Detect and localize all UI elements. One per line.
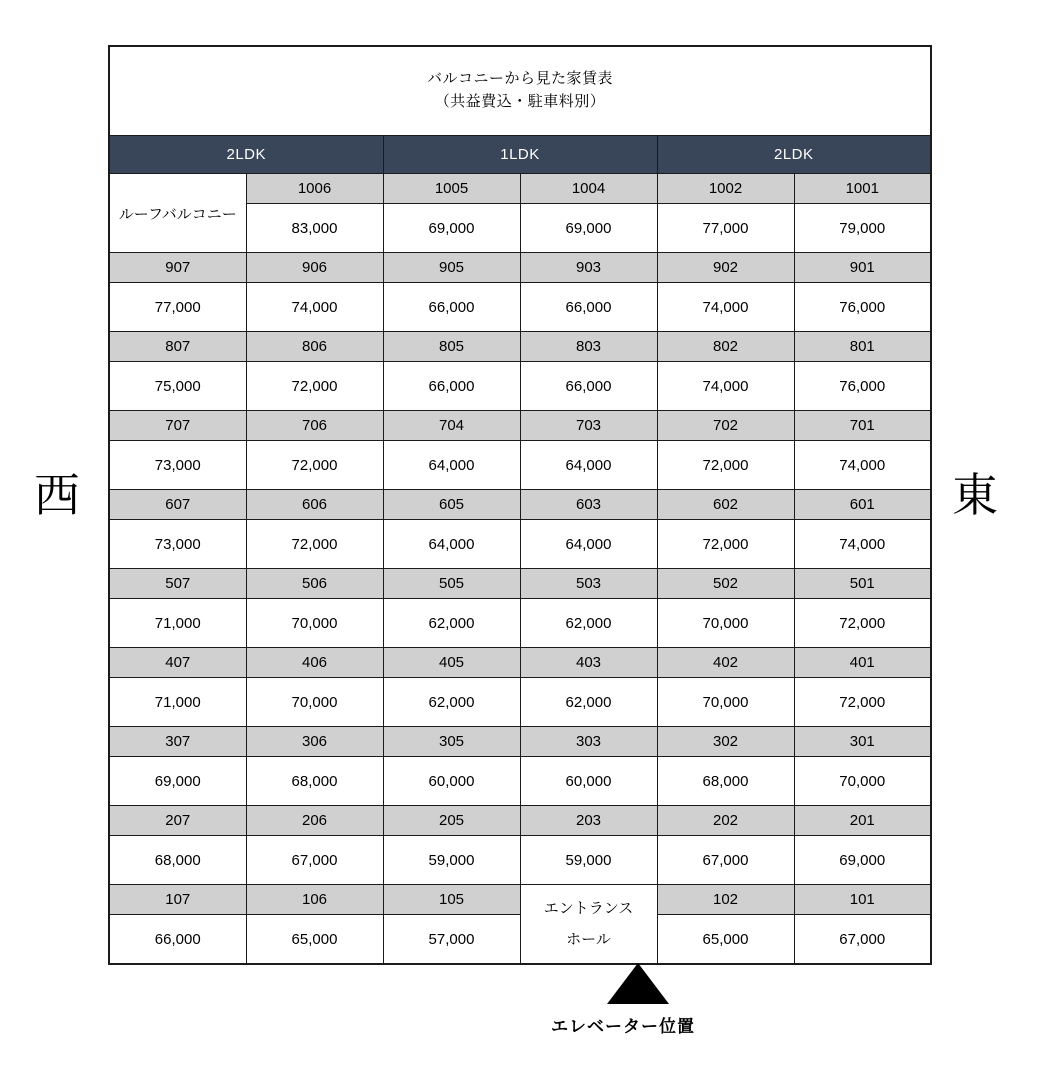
group-header-cell: 1LDK: [383, 136, 657, 174]
direction-label-east: 東: [952, 468, 998, 522]
room-number-cell: 905: [383, 253, 520, 283]
rent-price-row: [109, 678, 931, 727]
room-number-cell: 503: [520, 569, 657, 599]
rent-price-cell: 64,000: [383, 520, 520, 569]
rent-price-cell: 74,000: [246, 283, 383, 332]
room-number-row: [109, 332, 931, 362]
rent-price-cell: 73,000: [109, 520, 246, 569]
rent-price-cell: 60,000: [383, 757, 520, 806]
rent-price-cell: 69,000: [383, 204, 520, 253]
room-number-cell: 307: [109, 727, 246, 757]
room-number-cell: 702: [657, 411, 794, 441]
rent-price-cell: 76,000: [794, 362, 931, 411]
rent-price-cell: 72,000: [246, 520, 383, 569]
rent-price-cell: 67,000: [246, 836, 383, 885]
rent-price-cell: 77,000: [109, 283, 246, 332]
room-number-cell: 601: [794, 490, 931, 520]
room-number-cell: 1006: [246, 174, 383, 204]
rent-price-row: [109, 283, 931, 332]
room-number-row: [109, 174, 931, 204]
rent-price-cell: 72,000: [657, 520, 794, 569]
room-number-row: [109, 569, 931, 599]
rent-price-cell: 69,000: [794, 836, 931, 885]
room-number-cell: 807: [109, 332, 246, 362]
rent-price-cell: 60,000: [520, 757, 657, 806]
room-number-cell: 403: [520, 648, 657, 678]
room-number-cell: 205: [383, 806, 520, 836]
roof-balcony-cell: ルーフバルコニー: [109, 174, 246, 253]
rent-price-cell: 71,000: [109, 599, 246, 648]
room-number-cell: 406: [246, 648, 383, 678]
rent-price-cell: 66,000: [109, 915, 246, 965]
rent-price-cell: 57,000: [383, 915, 520, 965]
rent-price-cell: 75,000: [109, 362, 246, 411]
room-number-cell: 806: [246, 332, 383, 362]
room-number-cell: 505: [383, 569, 520, 599]
rent-price-cell: 72,000: [246, 441, 383, 490]
room-number-cell: 1005: [383, 174, 520, 204]
room-number-cell: 501: [794, 569, 931, 599]
rent-price-cell: 62,000: [520, 678, 657, 727]
room-number-cell: 102: [657, 885, 794, 915]
rent-price-row: [109, 441, 931, 490]
rent-price-cell: 66,000: [520, 362, 657, 411]
rent-price-cell: 64,000: [520, 441, 657, 490]
group-header-cell: 2LDK: [109, 136, 383, 174]
room-number-cell: 605: [383, 490, 520, 520]
rent-price-cell: 70,000: [794, 757, 931, 806]
elevator-caption: エレベーター位置: [551, 1017, 695, 1037]
rent-price-cell: 66,000: [520, 283, 657, 332]
rent-price-cell: 71,000: [109, 678, 246, 727]
rent-price-cell: 59,000: [383, 836, 520, 885]
room-number-cell: 1001: [794, 174, 931, 204]
rent-price-cell: 69,000: [520, 204, 657, 253]
rent-price-row: [109, 362, 931, 411]
room-number-cell: 206: [246, 806, 383, 836]
room-number-cell: 602: [657, 490, 794, 520]
room-number-cell: 405: [383, 648, 520, 678]
rent-price-cell: 70,000: [246, 678, 383, 727]
room-number-cell: 703: [520, 411, 657, 441]
room-number-row: [109, 490, 931, 520]
room-number-cell: 202: [657, 806, 794, 836]
room-number-cell: 402: [657, 648, 794, 678]
room-number-row: [109, 648, 931, 678]
rent-price-cell: 74,000: [657, 362, 794, 411]
rent-price-cell: 66,000: [383, 362, 520, 411]
page-title: [109, 46, 931, 136]
room-number-cell: 107: [109, 885, 246, 915]
rent-price-cell: 83,000: [246, 204, 383, 253]
rent-price-cell: 72,000: [794, 678, 931, 727]
room-number-cell: 1004: [520, 174, 657, 204]
rent-price-cell: 64,000: [520, 520, 657, 569]
room-number-cell: 606: [246, 490, 383, 520]
rent-price-cell: 74,000: [657, 283, 794, 332]
room-number-cell: 507: [109, 569, 246, 599]
rent-table: [108, 45, 932, 965]
room-number-row: [109, 885, 931, 915]
rent-price-cell: 74,000: [794, 520, 931, 569]
rent-price-cell: 65,000: [246, 915, 383, 965]
room-number-cell: 701: [794, 411, 931, 441]
room-number-row: [109, 253, 931, 283]
room-number-cell: 502: [657, 569, 794, 599]
rent-price-cell: 59,000: [520, 836, 657, 885]
page-title-main: バルコニーから見た家賃表: [426, 68, 613, 87]
rent-price-cell: 72,000: [246, 362, 383, 411]
group-header-row: [109, 136, 931, 174]
room-number-cell: 203: [520, 806, 657, 836]
room-number-cell: 802: [657, 332, 794, 362]
room-number-cell: 301: [794, 727, 931, 757]
rent-price-cell: 72,000: [794, 599, 931, 648]
room-number-cell: 201: [794, 806, 931, 836]
room-number-cell: 306: [246, 727, 383, 757]
room-number-cell: 1002: [657, 174, 794, 204]
rent-price-cell: 62,000: [383, 678, 520, 727]
table-title-row: [109, 46, 931, 136]
room-number-cell: 607: [109, 490, 246, 520]
rent-price-cell: 79,000: [794, 204, 931, 253]
rent-price-cell: 70,000: [246, 599, 383, 648]
room-number-cell: 902: [657, 253, 794, 283]
rent-price-cell: 68,000: [109, 836, 246, 885]
room-number-cell: 906: [246, 253, 383, 283]
rent-price-row: [109, 836, 931, 885]
rent-price-cell: 70,000: [657, 599, 794, 648]
room-number-cell: 106: [246, 885, 383, 915]
rent-price-row: [109, 757, 931, 806]
triangle-up-icon: [607, 963, 669, 1004]
room-number-cell: 302: [657, 727, 794, 757]
room-number-row: [109, 727, 931, 757]
room-number-cell: 704: [383, 411, 520, 441]
room-number-cell: 305: [383, 727, 520, 757]
rent-price-cell: 69,000: [109, 757, 246, 806]
room-number-cell: 105: [383, 885, 520, 915]
direction-label-west: 西: [34, 468, 80, 522]
rent-price-cell: 62,000: [383, 599, 520, 648]
rent-price-cell: 70,000: [657, 678, 794, 727]
room-number-cell: 706: [246, 411, 383, 441]
room-number-row: [109, 806, 931, 836]
room-number-cell: 207: [109, 806, 246, 836]
room-number-cell: 907: [109, 253, 246, 283]
room-number-cell: 407: [109, 648, 246, 678]
rent-price-cell: 76,000: [794, 283, 931, 332]
room-number-cell: 801: [794, 332, 931, 362]
entrance-hall-line-1: エントランス: [543, 898, 634, 917]
room-number-cell: 903: [520, 253, 657, 283]
room-number-cell: 603: [520, 490, 657, 520]
room-number-cell: 506: [246, 569, 383, 599]
room-number-cell: 303: [520, 727, 657, 757]
room-number-row: [109, 411, 931, 441]
room-number-cell: 805: [383, 332, 520, 362]
page-title-sub: （共益費込・駐車料別）: [434, 92, 606, 110]
rent-price-cell: 73,000: [109, 441, 246, 490]
rent-price-cell: 68,000: [657, 757, 794, 806]
rent-price-cell: 68,000: [246, 757, 383, 806]
rent-price-row: [109, 599, 931, 648]
rent-price-cell: 65,000: [657, 915, 794, 965]
group-header-cell: 2LDK: [657, 136, 931, 174]
rent-price-cell: 72,000: [657, 441, 794, 490]
rent-price-cell: 67,000: [794, 915, 931, 965]
room-number-cell: 401: [794, 648, 931, 678]
entrance-hall-line-2: ホール: [566, 930, 611, 948]
rent-price-cell: 67,000: [657, 836, 794, 885]
room-number-cell: 901: [794, 253, 931, 283]
entrance-hall-cell: [520, 885, 657, 965]
room-number-cell: 707: [109, 411, 246, 441]
rent-price-row: [109, 520, 931, 569]
room-number-cell: 101: [794, 885, 931, 915]
rent-price-cell: 62,000: [520, 599, 657, 648]
rent-price-cell: 74,000: [794, 441, 931, 490]
room-number-cell: 803: [520, 332, 657, 362]
rent-price-cell: 66,000: [383, 283, 520, 332]
rent-price-cell: 77,000: [657, 204, 794, 253]
rent-price-cell: 64,000: [383, 441, 520, 490]
